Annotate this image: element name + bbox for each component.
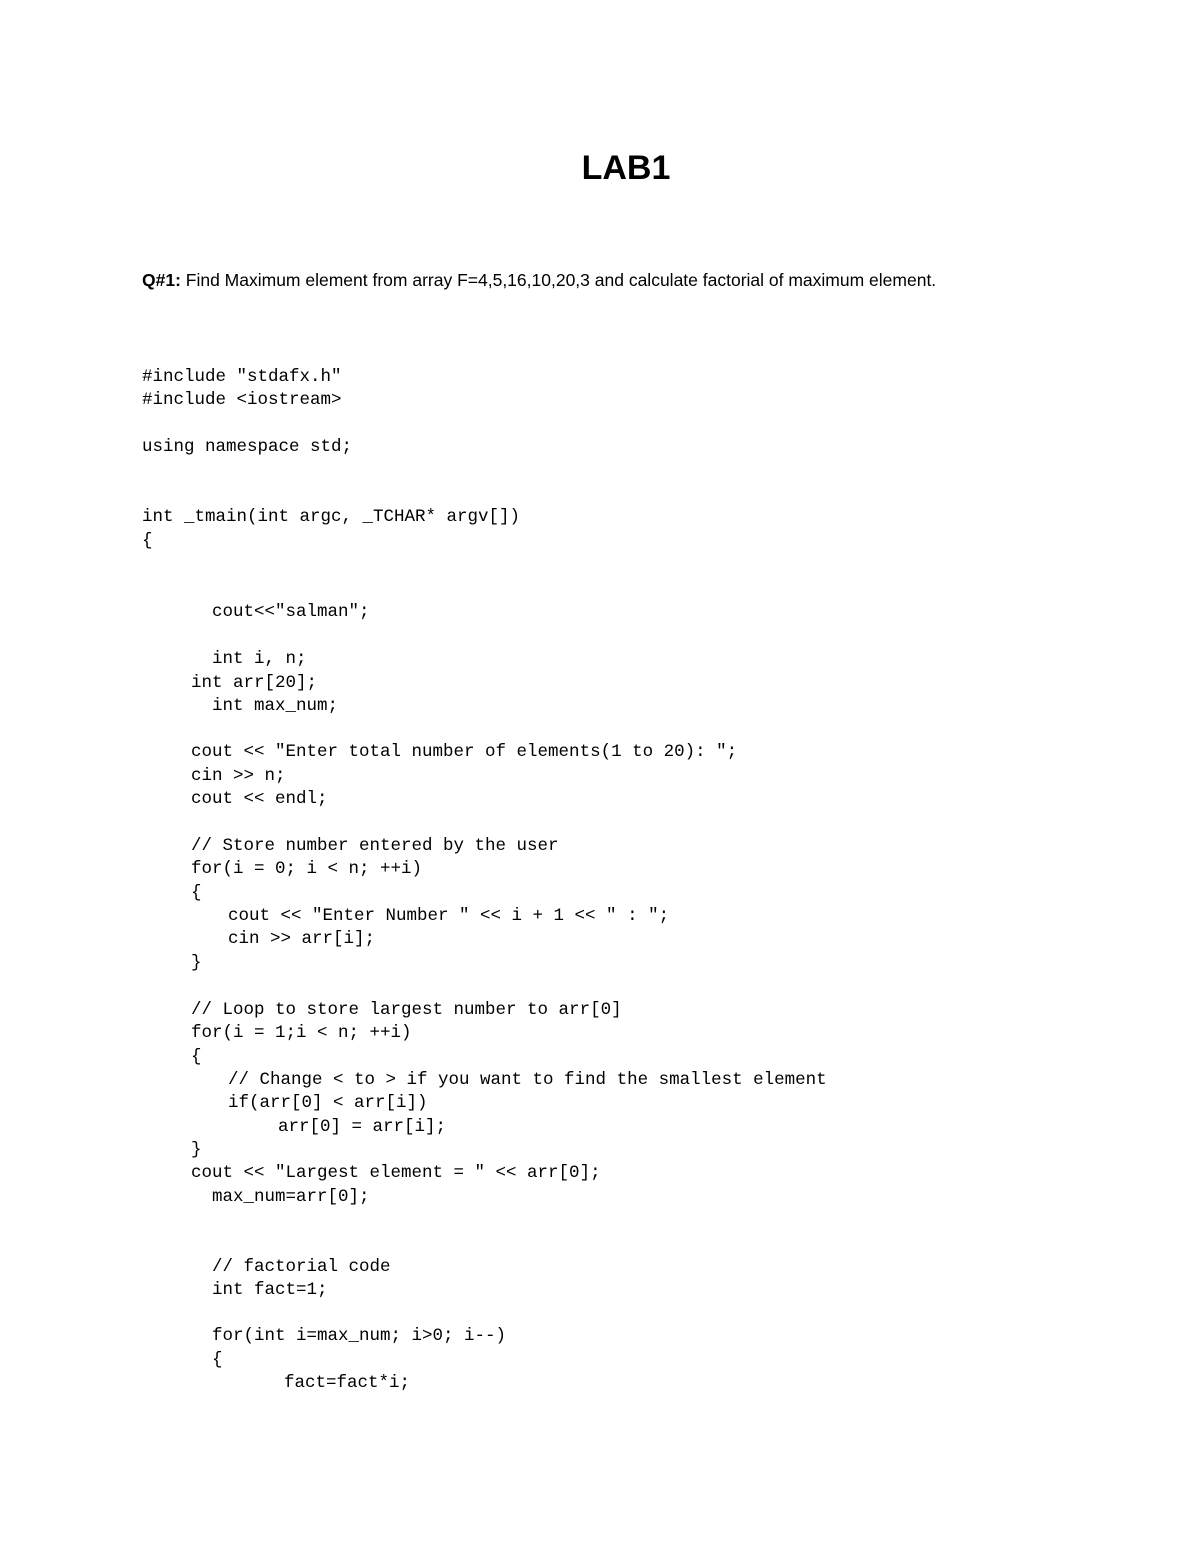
code-line: { [212,1350,223,1370]
code-line: } [191,953,202,973]
question-label: Q#1: [142,270,181,290]
code-line: cout<<"salman"; [212,602,370,622]
code-line: // Store number entered by the user [191,836,559,856]
question-text [142,268,936,292]
code-line: int fact=1; [212,1280,328,1300]
code-line: max_num=arr[0]; [212,1187,370,1207]
code-line: cout << "Enter Number " << i + 1 << " : "; [228,906,670,926]
code-line: int i, n; [212,649,307,669]
code-line: // Loop to store largest number to arr[0] [191,1000,622,1020]
code-line: } [191,1140,202,1160]
code-line: arr[0] = arr[i]; [278,1117,447,1137]
code-line: if(arr[0] < arr[i]) [228,1093,428,1113]
code-line: for(i = 1;i < n; ++i) [191,1023,412,1043]
code-line: cout << endl; [191,789,328,809]
code-line: fact=fact*i; [284,1373,411,1393]
code-line: { [191,883,202,903]
code-line: for(int i=max_num; i>0; i--) [212,1326,507,1346]
code-line: { [191,1047,202,1067]
code-line: cout << "Enter total number of elements(1 to 20): "; [191,742,738,762]
question-body: Find Maximum element from array F=4,5,16,10,20,3 and calculate factorial of maximum element. [180,270,937,290]
code-line: using namespace std; [142,437,353,457]
code-line: // Change < to > if you want to find the smallest element [228,1070,827,1090]
code-line: { [142,531,153,551]
code-line: #include <iostream> [142,390,342,410]
code-line: cin >> arr[i]; [228,929,376,949]
code-line: // factorial code [212,1257,391,1277]
code-line: int _tmain(int argc, _TCHAR* argv[]) [142,507,521,527]
code-line: cout << "Largest element = " << arr[0]; [191,1163,601,1183]
code-line: int arr[20]; [191,673,318,693]
code-line: int max_num; [212,696,339,716]
code-line: for(i = 0; i < n; ++i) [191,859,423,879]
code-line: #include "stdafx.h" [142,367,342,387]
code-line: cin >> n; [191,766,286,786]
page-title: LAB1 [581,149,671,187]
